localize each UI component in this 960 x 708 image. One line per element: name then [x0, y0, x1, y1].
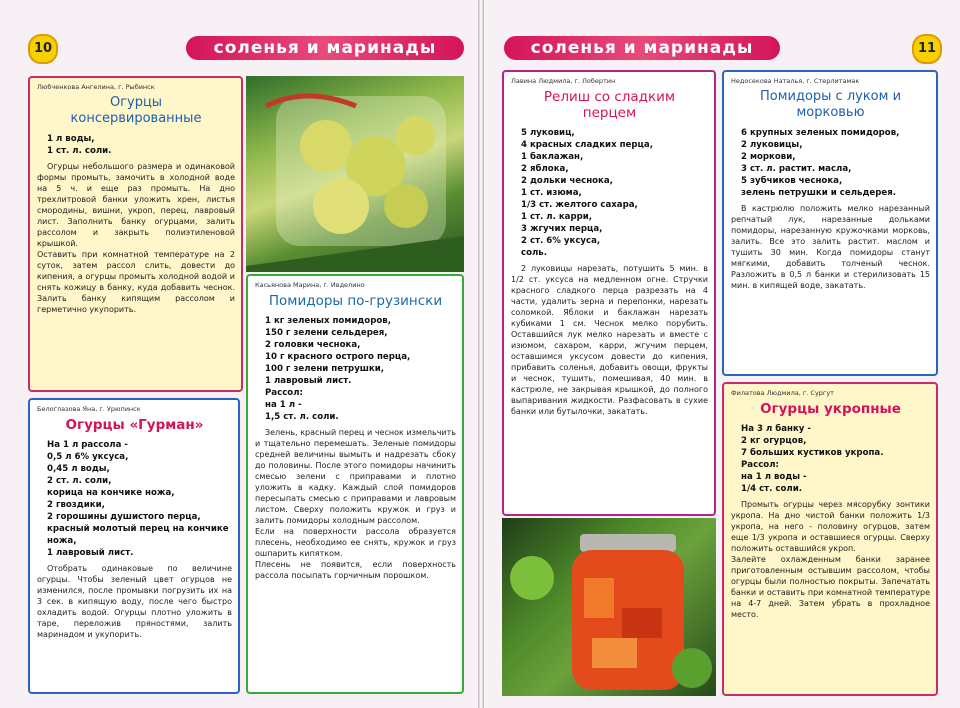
recipe-card — [502, 70, 716, 516]
recipe-card — [246, 274, 464, 694]
recipe-instructions: Зелень, красный перец и чеснок измельчить и тщательно перемешать. Зеленые помидоры средней величины вымыть и надрезать сбоку до половины. После этого помидоры начинить смесью зелени с приправами и плотно уложить в кадку. Каждый слой помидоров пересыпать смесью с приправами и лавровым листом. Сверху положить кружок и груз и залить помидоры холодным рассолом. Если на поверхности рассола образуется плесень, необходимо ее снять, кружок и груз ошпарить кипятком. Плесень не появится, если поверхность рассола посыпать горчичным порошком. — [255, 428, 456, 580]
recipe-author: Филатова Людмила, г. Сургут — [731, 389, 834, 397]
recipe-title: Помидоры с луком и морковью — [759, 89, 902, 120]
recipe-card — [722, 382, 938, 696]
recipe-ingredients: 6 крупных зеленых помидоров, 2 луковицы, 2 моркови, 3 ст. л. растит. масла, 5 зубчиков чеснока, зелень петрушки и сельдерея. — [741, 128, 900, 198]
recipe-instructions: В кастрюлю положить мелко нарезанный репчатый лук, нарезанные дольками помидоры, нарезанную кружочками морковь, залить. Все это залить растит. маслом и тушить 30 мин. Когда помидоры станут мягкими, добавить толченый чеснок. Разложить в 0,5 л банки и стерилизовать 15 мин. в кипящей воде, закатать. — [731, 204, 930, 290]
recipe-title: Огурцы «Гурман» — [65, 417, 204, 433]
recipe-author: Недосекова Наталья, г. Стерлитамак — [731, 77, 860, 85]
recipe-instructions: Огурцы небольшого размера и одинаковой формы промыть, замочить в холодной воде на 5 ч. и еще раз промыть. На дно трехлитровой банки уложить хрен, листья смородины, вишни, укроп, перец, лавровый лист. Заполнить банку огурцами, залить рассолом и закрыть полиэтиленовой крышкой. Оставить при комнатной температуре на 2 суток, затем рассол слить, довести до кипения, а огурцы промыть холодной водой и снять кожицу в банку, куда добавить чеснок. Залить банку кипящим рассолом и герметично укупорить. — [37, 162, 235, 314]
recipe-ingredients: На 1 л рассола - 0,5 л 6% уксуса, 0,45 л воды, 2 ст. л. соли, корица на кончике ножа, 2 гвоздики, 2 горошины душистого перца, красный молотый перец на кончике ножа, 1 лавровый лист. — [47, 440, 229, 558]
recipe-author: Белоглазова Яна, г. Урюпинск — [37, 405, 141, 413]
recipe-ingredients: 5 луковиц, 4 красных сладких перца, 1 баклажан, 2 яблока, 2 дольки чеснока, 1 ст. изюма, 1/3 ст. желтого сахара, 1 ст. л. карри, 3 жгучих перца, 2 ст. 6% уксуса, соль. — [521, 128, 653, 258]
recipe-ingredients: 1 кг зеленых помидоров, 150 г зелени сельдерея, 2 головки чеснока, 10 г красного острого перца, 100 г зелени петрушки, 1 лавровый лист. Рассол: на 1 л - 1,5 ст. л. соли. — [265, 316, 411, 422]
right-page-number: 11 — [912, 34, 942, 64]
recipe-card — [28, 398, 240, 694]
recipe-ingredients: 1 л воды, 1 ст. л. соли. — [47, 134, 112, 156]
recipe-instructions: Промыть огурцы через мясорубку зонтики укропа. На дно чистой банки положить 1/3 укропа, на него - половину огурцов, затем еще 1/3 укропа и оставшиеся огурцы. Сверху положить оставшийся укроп. Залейте охлажденным банки заранее приготовленным остывшим рассолом, чтобы огурцы были полностью покрыты. Запечатать банки и оставить при комнатной температуре на 4-7 дней. Затем убрать в прохладное место. — [731, 500, 930, 619]
recipe-card — [28, 76, 243, 392]
section-banner-right: соленья и маринады — [504, 36, 780, 60]
recipe-ingredients: На 3 л банку - 2 кг огурцов, 7 больших кустиков укропа. Рассол: на 1 л воды - 1/4 ст. соли. — [741, 424, 884, 494]
recipe-card — [722, 70, 938, 376]
cucumber-jar-illustration — [246, 76, 464, 272]
section-banner-left: соленья и маринады — [186, 36, 464, 60]
relish-jar-photo — [502, 518, 716, 696]
recipe-title: Огурцы укропные — [760, 401, 901, 417]
pickled-cucumbers-photo — [246, 76, 464, 272]
recipe-author: Любченкова Ангелина, г. Рыбинск — [37, 83, 155, 91]
left-page — [0, 0, 478, 708]
recipe-title: Релиш со сладким перцем — [543, 89, 676, 121]
recipe-title: Помидоры по-грузински — [268, 293, 443, 309]
right-page — [484, 0, 960, 708]
relish-jar-illustration — [502, 518, 716, 696]
recipe-instructions: 2 луковицы нарезать, потушить 5 мин. в 1/2 ст. уксуса на медленном огне. Стручки красного сладкого перца разрезать на 4 части, удалить зерна и перепонки, нарезать соломкой. Яблоки и баклажан нарезать кубиками 1 см. Чеснок мелко порубить. Оставшийся лук мелко нарезать и вместе с изюмом, сахаром, карри, жгучим перцем, оставшимся уксусом довести до кипения, прибавить соленья, добавить овощи, фрукты и чеснок, тушить, помешивая, 40 мин. в кастрюле, не закрывая крышкой, до полного выпаривания жидкости. Разфасовать в сухие банки или бутылочки, закатать. — [511, 264, 708, 416]
recipe-author: Лавина Людмила, г. Лобертин — [511, 77, 616, 85]
left-page-number: 10 — [28, 34, 58, 64]
recipe-title: Огурцы консервированные — [70, 95, 202, 126]
recipe-instructions: Отобрать одинаковые по величине огурцы. Чтобы зеленый цвет огурцов не изменился, после промывки погрузить их на 3 сек. в кипящую воду, после чего быстро охладить водой. Огурцы плотно уложить в таре, переложив пряностями, залить маринадом и укупорить. — [37, 564, 232, 639]
recipe-author: Касьянова Марина, г. Ивделино — [255, 281, 365, 289]
